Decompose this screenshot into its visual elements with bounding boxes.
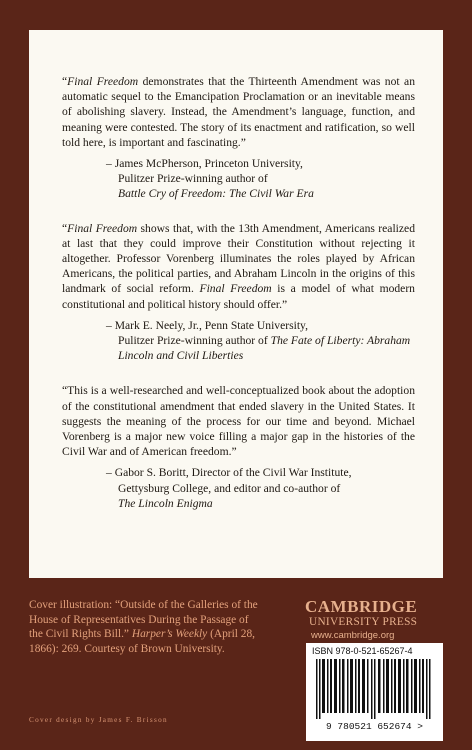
attribution-book: The Lincoln Enigma bbox=[118, 496, 213, 510]
book-title: Final Freedom bbox=[67, 221, 138, 235]
attribution-mcpherson bbox=[62, 156, 415, 202]
attribution-author: – Mark E. Neely, Jr., Penn State University, bbox=[106, 318, 308, 332]
attribution-neely bbox=[62, 318, 415, 364]
quote-text: demonstrates that the Thirteenth Amendment was not an automatic sequel to the Emancipation Proclamation or an inevitable means of abolishing slavery. Instead, the Amendment’s language, function, and meaning were contested. The story of its enactment and ratification, so well told here, is important and fascinating.” bbox=[62, 75, 415, 149]
barcode-number: 9 780521 652674 > bbox=[326, 721, 423, 732]
publisher-logo bbox=[305, 598, 445, 641]
attribution-book: Battle Cry of Freedom: The Civil War Era bbox=[118, 187, 314, 201]
cover-design-credit: Cover design by James F. Brisson bbox=[29, 716, 168, 724]
quote-text: shows that, with the 13th Amendment, Americans realized at last that they could improve their Constitution without rejecting it altogether. Professor Vorenberg illuminates the roles played by African Americans, the political parties, and Abraham Lincoln in the origins of this landmark of social reform. bbox=[62, 221, 415, 296]
book-title: Final Freedom bbox=[199, 282, 272, 296]
credit-text: Cover illustration: “Outside of the Galleries of the House of Representatives During the Passage of the Civil Rights Bill.” bbox=[29, 599, 258, 641]
credit-text: (April 28, 1866): 269. Courtesy of Brown University. bbox=[29, 628, 256, 655]
publisher-name: CAMBRIDGE bbox=[305, 597, 418, 616]
attribution-boritt bbox=[62, 465, 415, 511]
credit-source: Harper’s Weekly bbox=[131, 628, 208, 641]
isbn-label: ISBN 978-0-521-65267-4 bbox=[312, 646, 413, 656]
publisher-subtitle: UNIVERSITY PRESS bbox=[309, 616, 418, 628]
cover-illustration-credit bbox=[29, 598, 265, 656]
attribution-role: Pulitzer Prize-winning author of bbox=[118, 334, 271, 348]
quote-text: is a model of what modern constitutional and political history should offer.” bbox=[62, 282, 415, 311]
quote-open: “ bbox=[62, 75, 68, 88]
quote-boritt: “This is a well-researched and well-conceptualized book about the adoption of the constitutional amendment that ended slavery in the United States. It suggests the meaning of the process for our time and beyond. Michael Vorenberg is a major new voice filling a major gap in the histories of the Civil War and of American freedom.” bbox=[62, 384, 415, 459]
review-panel bbox=[29, 30, 443, 578]
barcode-panel bbox=[306, 643, 443, 741]
attribution-author: – Gabor S. Boritt, Director of the Civil War Institute, bbox=[106, 466, 352, 480]
quote-mcpherson bbox=[62, 74, 415, 150]
attribution-book: The Fate of Liberty: Abraham Lincoln and Civil Liberties bbox=[118, 334, 411, 363]
publisher-url: www.cambridge.org bbox=[311, 630, 395, 641]
attribution-role: Gettysburg College, and editor and co-author of bbox=[118, 481, 341, 495]
attribution-author: – James McPherson, Princeton University, bbox=[106, 157, 303, 171]
attribution-role: Pulitzer Prize-winning author of bbox=[118, 172, 268, 186]
attribution-role-line bbox=[118, 333, 415, 363]
quote-neely bbox=[62, 221, 415, 312]
barcode-icon bbox=[314, 659, 435, 719]
quote-open: “ bbox=[62, 221, 68, 235]
book-title: Final Freedom bbox=[67, 75, 139, 88]
